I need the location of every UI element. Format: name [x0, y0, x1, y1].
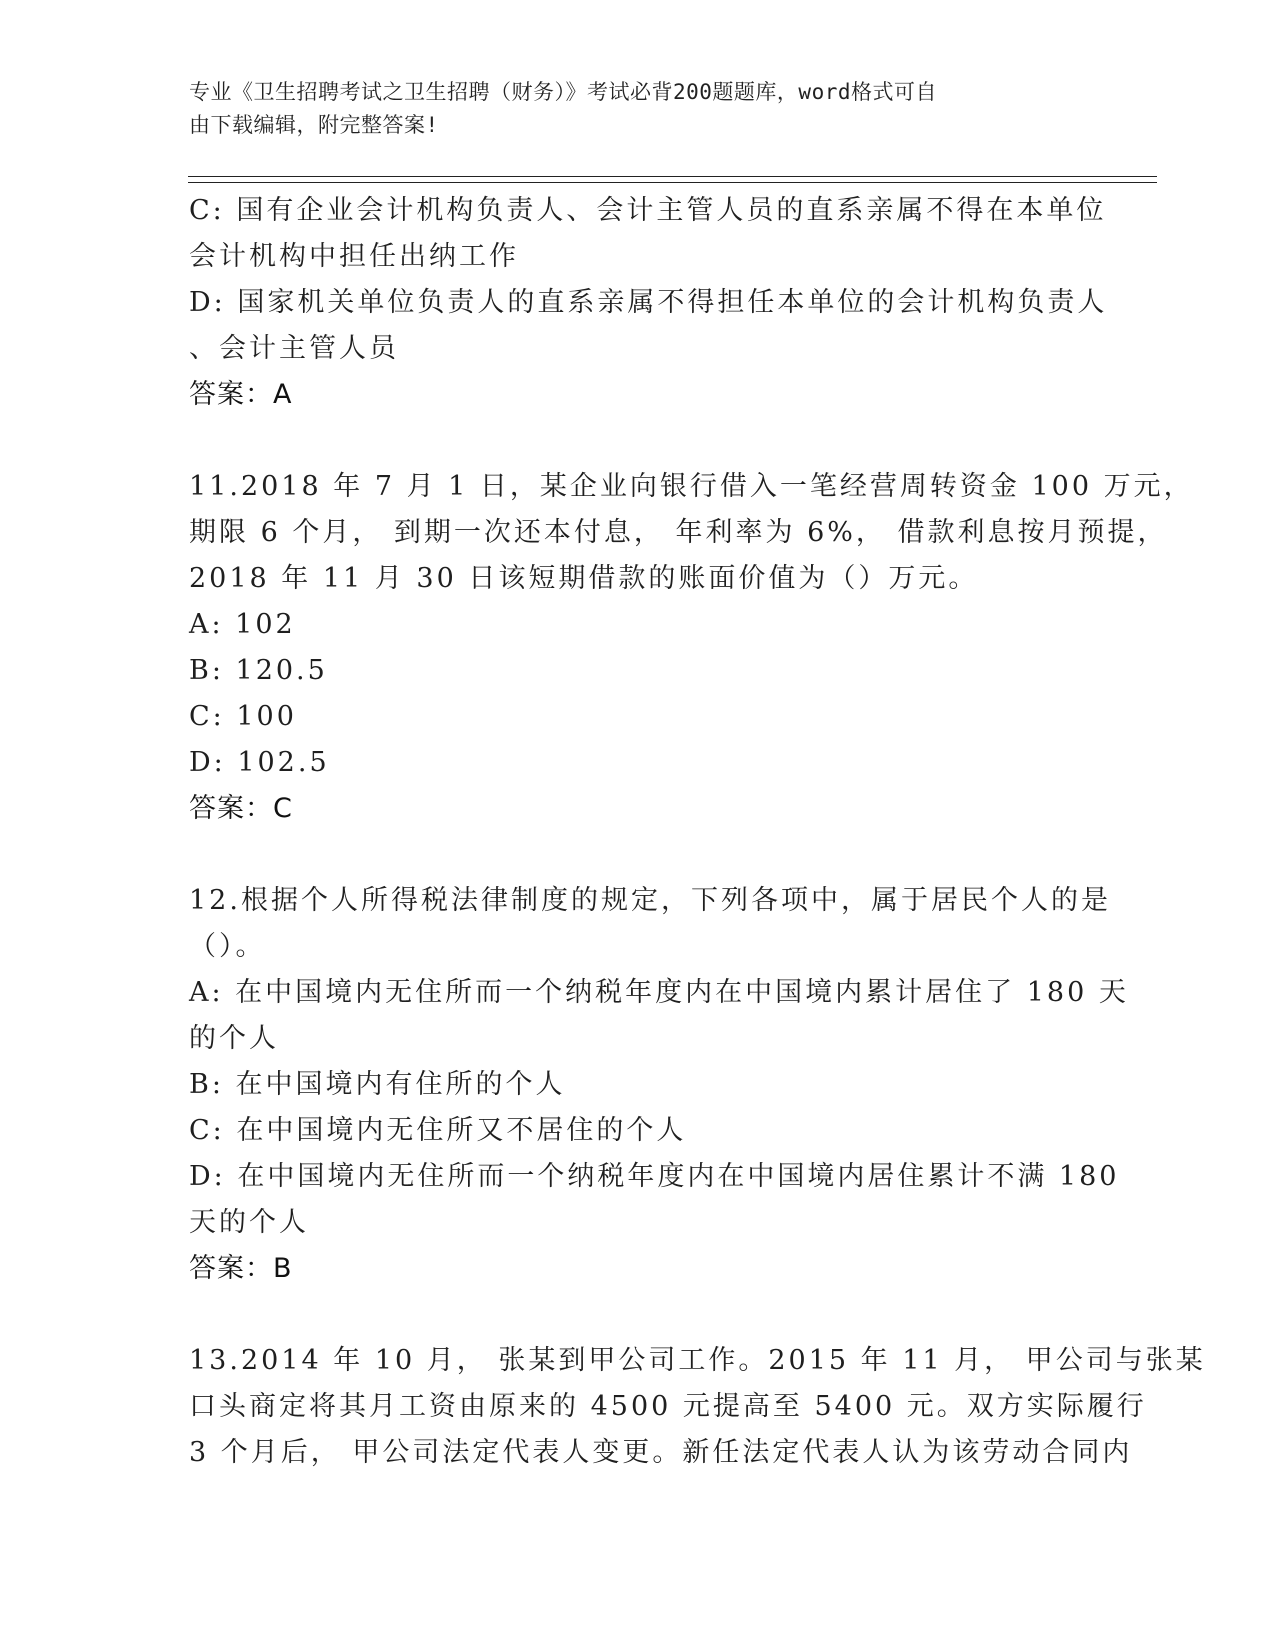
- question-stem-line-1: 13.2014 年 10 月， 张某到甲公司工作。2015 年 11 月， 甲公司与张某: [189, 1345, 1206, 1376]
- question-13: [189, 1338, 1206, 1476]
- option-a-line-2: 的个人: [189, 1023, 279, 1054]
- spacer: [189, 1292, 1089, 1338]
- question-stem-line-1: 12.根据个人所得税法律制度的规定，下列各项中，属于居民个人的是: [189, 885, 1111, 916]
- question-stem-line-2: 期限 6 个月， 到期一次还本付息， 年利率为 6%， 借款利息按月预提，: [189, 517, 1168, 548]
- option-c-line-1: C: 国有企业会计机构负责人、会计主管人员的直系亲属不得在本单位: [189, 195, 1107, 226]
- question-stem-line-2: 口头商定将其月工资由原来的 4500 元提高至 5400 元。双方实际履行: [189, 1391, 1147, 1422]
- option-d-line-1: D: 国家机关单位负责人的直系亲属不得担任本单位的会计机构负责人: [189, 287, 1108, 318]
- document-header: [189, 76, 1069, 142]
- question-stem-line-1: 11.2018 年 7 月 1 日，某企业向银行借入一笔经营周转资金 100 万元，: [189, 471, 1194, 502]
- option-d-line-2: 天的个人: [189, 1207, 309, 1238]
- option-c: C: 100: [189, 701, 297, 732]
- question-11: [189, 464, 1194, 832]
- spacer: [189, 418, 1089, 464]
- question-stem-line-3: 2018 年 11 月 30 日该短期借款的账面价值为（）万元。: [189, 563, 979, 594]
- question-10-continued: [189, 188, 1108, 418]
- option-a: A: 102: [189, 609, 296, 640]
- answer-label: 答案：C: [189, 793, 293, 824]
- spacer: [189, 832, 1089, 878]
- question-stem-line-2: （）。: [189, 931, 266, 962]
- question-12: [189, 878, 1129, 1292]
- answer-label: 答案：A: [189, 379, 293, 410]
- header-line-2: 由下载编辑，附完整答案!: [189, 113, 439, 137]
- header-rule-bottom: [188, 182, 1157, 183]
- question-content: [189, 188, 1206, 1476]
- header-rule-top: [188, 176, 1157, 177]
- answer-label: 答案：B: [189, 1253, 293, 1284]
- option-b: B: 120.5: [189, 655, 328, 686]
- option-c: C: 在中国境内无住所又不居住的个人: [189, 1115, 687, 1146]
- question-stem-line-3: 3 个月后， 甲公司法定代表人变更。新任法定代表人认为该劳动合同内: [189, 1437, 1133, 1468]
- option-c-line-2: 会计机构中担任出纳工作: [189, 241, 519, 272]
- option-d-line-1: D: 在中国境内无住所而一个纳税年度内在中国境内居住累计不满 180: [189, 1161, 1120, 1192]
- option-d-line-2: 、会计主管人员: [189, 333, 399, 364]
- option-d: D: 102.5: [189, 747, 330, 778]
- header-line-1: 专业《卫生招聘考试之卫生招聘（财务）》考试必背200题题库，word格式可自: [189, 80, 937, 104]
- option-a-line-1: A: 在中国境内无住所而一个纳税年度内在中国境内累计居住了 180 天: [189, 977, 1129, 1008]
- option-b: B: 在中国境内有住所的个人: [189, 1069, 566, 1100]
